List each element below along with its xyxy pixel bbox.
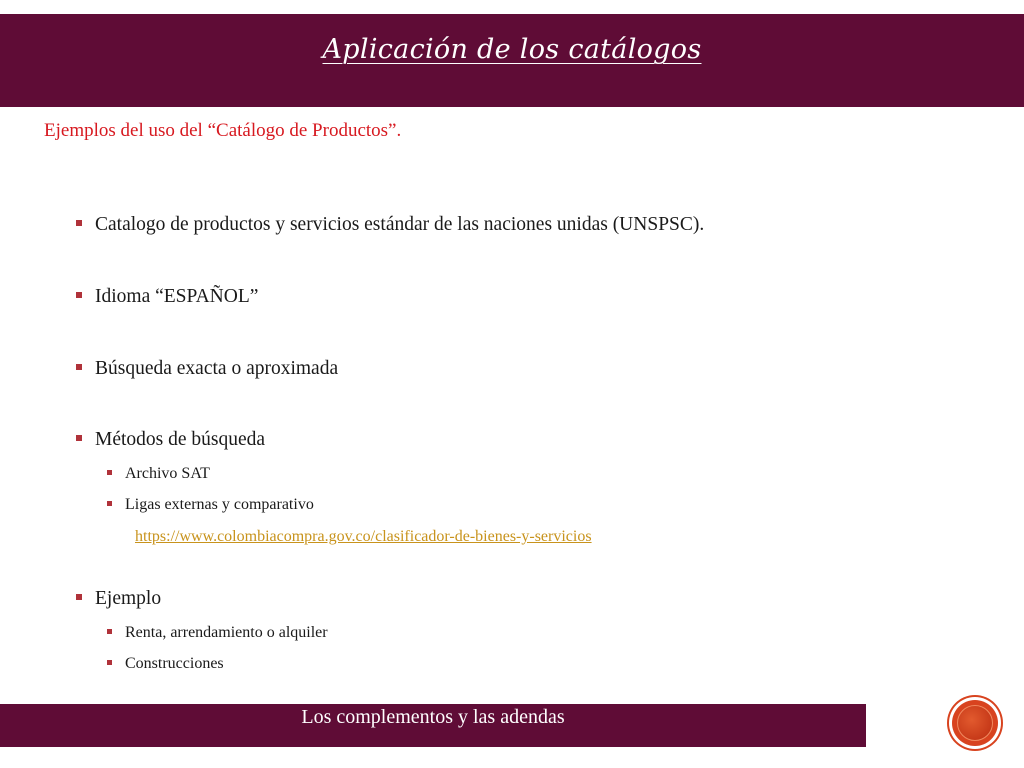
- bullet-text: Búsqueda exacta o aproximada: [95, 358, 339, 379]
- sub-bullet-marker-icon: [107, 629, 112, 634]
- bullet-marker-icon: [76, 292, 82, 298]
- bullet-marker-icon: [76, 594, 82, 600]
- sub-bullet-text: Construcciones: [125, 655, 224, 672]
- circle-button-icon[interactable]: [952, 700, 998, 746]
- footer-text: Los complementos y las adendas: [301, 706, 565, 728]
- sub-bullet-marker-icon: [107, 470, 112, 475]
- sub-bullet-text: Archivo SAT: [125, 465, 210, 482]
- bullet-item: [76, 214, 704, 236]
- circle-button-inner: [957, 705, 993, 741]
- bullet-item: [76, 588, 161, 610]
- bullet-text: Métodos de búsqueda: [95, 429, 266, 450]
- bullet-item: [76, 429, 265, 451]
- sub-bullet-text: Ligas externas y comparativo: [125, 496, 314, 513]
- bullet-marker-icon: [76, 364, 82, 370]
- bullet-marker-icon: [76, 435, 82, 441]
- slide-title: Aplicación de los catálogos: [322, 34, 702, 65]
- sub-bullet-item: [107, 465, 210, 483]
- sub-bullet-item: [107, 496, 314, 514]
- sub-bullet-marker-icon: [107, 501, 112, 506]
- bullet-item: [76, 358, 338, 380]
- external-link[interactable]: https://www.colombiacompra.gov.co/clasificador-de-bienes-y-servicios: [135, 528, 592, 545]
- sub-bullet-item: [107, 655, 224, 673]
- bullet-text: Idioma “ESPAÑOL”: [95, 286, 259, 307]
- bullet-text: Ejemplo: [95, 588, 162, 609]
- slide-subtitle: Ejemplos del uso del “Catálogo de Productos”.: [44, 120, 402, 141]
- sub-bullet-item: [107, 624, 328, 642]
- bullet-item: [76, 286, 258, 308]
- bullet-text: Catalogo de productos y servicios estándar de las naciones unidas (UNSPSC).: [95, 214, 705, 235]
- sub-bullet-marker-icon: [107, 660, 112, 665]
- bullet-marker-icon: [76, 220, 82, 226]
- sub-bullet-text: Renta, arrendamiento o alquiler: [125, 624, 328, 641]
